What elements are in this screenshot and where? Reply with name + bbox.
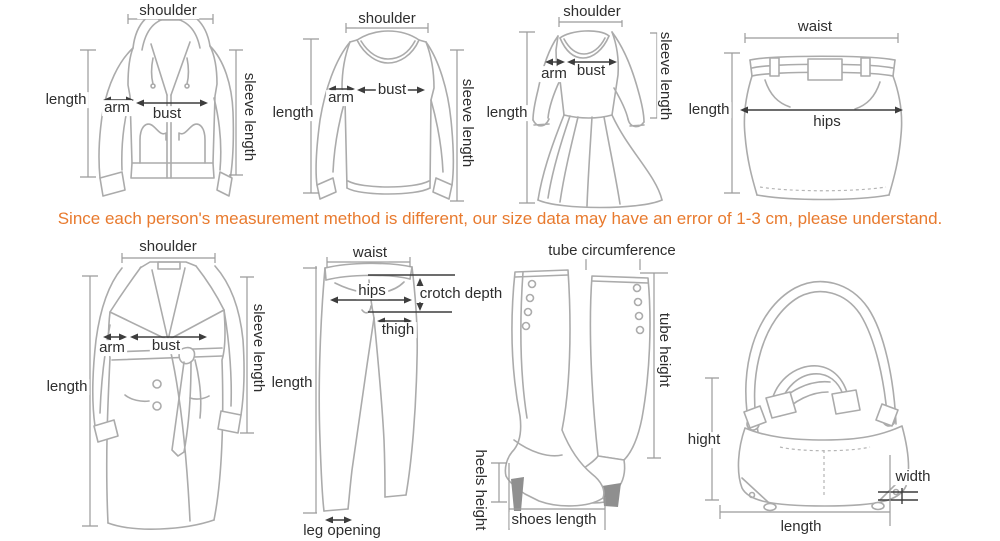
coat-shoulder-label: shoulder: [139, 238, 197, 256]
sweater-shoulder-label: shoulder: [358, 10, 416, 28]
handbag-hight-label: hight: [687, 431, 721, 449]
pants-length-label: length: [271, 374, 313, 392]
dress-sleeve-length-label: sleeve length: [656, 31, 674, 121]
dress-length-label: length: [486, 104, 528, 122]
boots-tube-circumference-label: tube circumference: [548, 242, 676, 260]
handbag-length-label: length: [780, 518, 822, 536]
dress-shoulder-label: shoulder: [563, 3, 621, 21]
skirt-length-label: length: [688, 101, 730, 119]
hoodie-length-label: length: [45, 91, 87, 109]
measurement-disclaimer: Since each person's measurement method is different, our size data may have an error of 1-3 cm, please understand.: [57, 209, 943, 228]
skirt-hips-label: hips: [813, 113, 841, 131]
pants-crotch-depth-label: crotch depth: [419, 285, 503, 303]
dress-bust-label: bust: [576, 62, 606, 80]
boots-heels-height-label: heels height: [471, 449, 489, 531]
coat-arm-label: arm: [99, 339, 125, 357]
dress-illustration: [533, 31, 662, 208]
hoodie-shoulder-label: shoulder: [139, 2, 197, 20]
pants-thigh-label: thigh: [381, 321, 415, 339]
coat-illustration: [93, 262, 244, 529]
pants-leg-opening-label: leg opening: [303, 522, 381, 540]
hoodie-measurements: [80, 14, 243, 177]
skirt-waist-label: waist: [797, 18, 833, 36]
pants-waist-label: waist: [352, 244, 388, 262]
sweater-illustration: [316, 31, 453, 199]
coat-length-label: length: [46, 378, 88, 396]
pants-hips-label: hips: [358, 282, 386, 300]
dress-arm-label: arm: [541, 65, 567, 83]
boots-tube-height-label: tube height: [655, 312, 673, 388]
sweater-length-label: length: [272, 104, 314, 122]
boots-shoes-length-label: shoes length: [511, 511, 597, 529]
handbag-illustration: [738, 282, 908, 511]
sweater-sleeve-length-label: sleeve length: [458, 78, 476, 168]
hoodie-sleeve-length-label: sleeve length: [240, 72, 258, 162]
sweater-bust-label: bust: [377, 81, 407, 99]
hoodie-bust-label: bust: [152, 105, 182, 123]
boots-illustration: [505, 270, 650, 511]
sweater-measurements: [303, 23, 464, 201]
coat-sleeve-length-label: sleeve length: [249, 303, 267, 393]
sweater-arm-label: arm: [328, 89, 354, 107]
hoodie-arm-label: arm: [104, 99, 130, 117]
handbag-width-label: width: [895, 468, 931, 486]
coat-bust-label: bust: [151, 337, 181, 355]
